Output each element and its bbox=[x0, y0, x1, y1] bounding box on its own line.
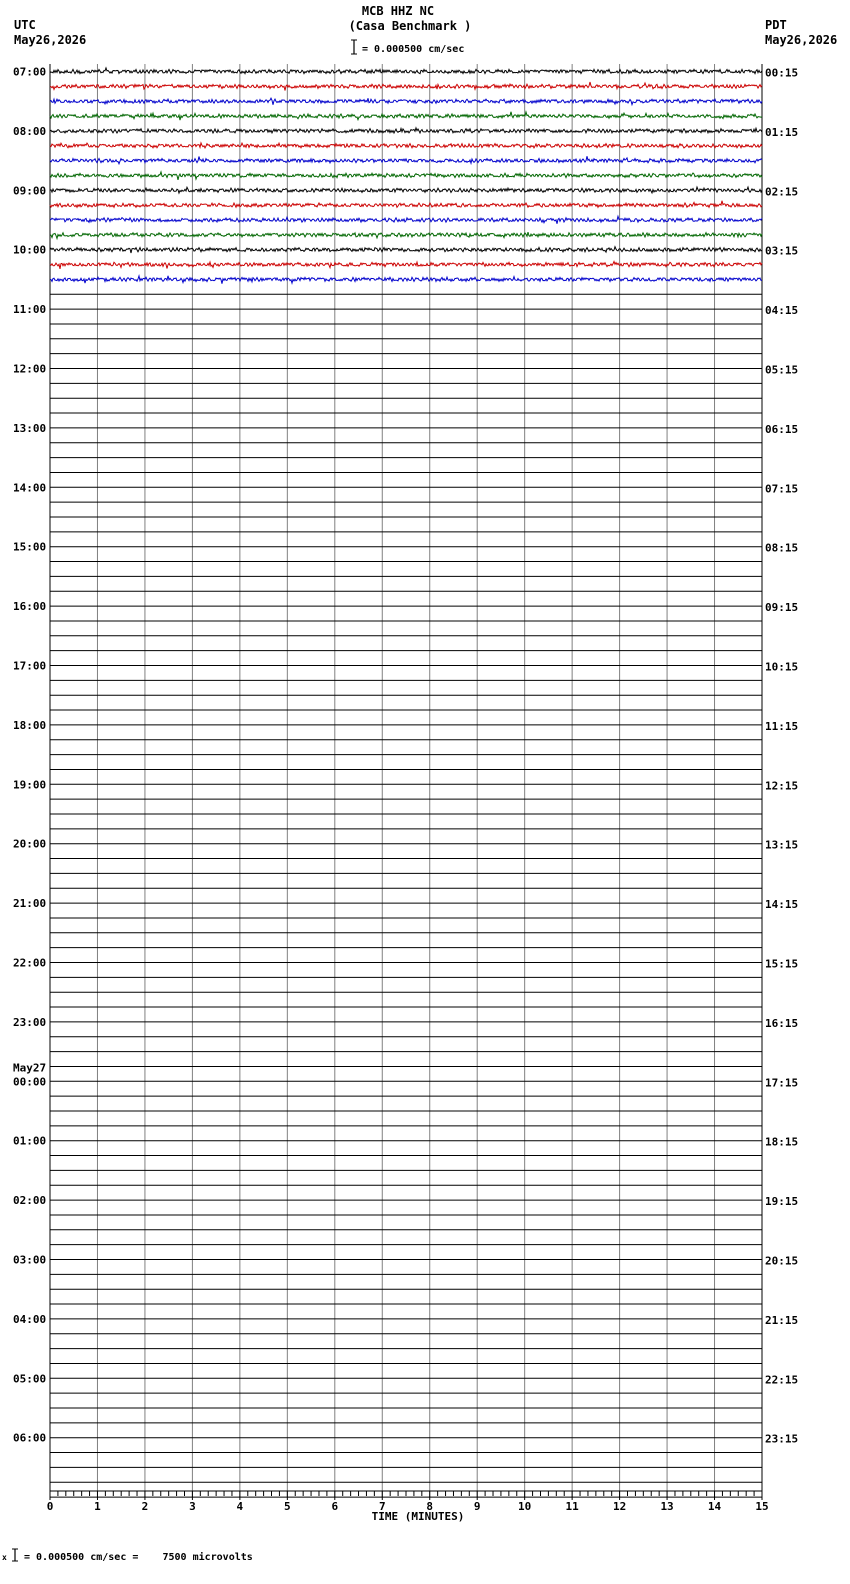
x-tick-label: 4 bbox=[236, 1500, 244, 1513]
pdt-hour-label: 03:15 bbox=[765, 244, 799, 258]
x-tick-label: 1 bbox=[94, 1500, 101, 1513]
x-tick-label: 8 bbox=[426, 1500, 434, 1513]
trace-row bbox=[50, 68, 762, 74]
utc-hour-label: 07:00 bbox=[13, 65, 47, 79]
pdt-hour-label: 15:15 bbox=[765, 957, 799, 971]
station-title: MCB HHZ NC bbox=[361, 4, 435, 18]
pdt-hour-label: 16:15 bbox=[765, 1016, 799, 1030]
x-tick-label: 0 bbox=[46, 1500, 54, 1513]
right-timezone: PDT bbox=[765, 18, 787, 32]
trace-row bbox=[50, 232, 762, 238]
pdt-hour-label: 13:15 bbox=[765, 838, 799, 852]
utc-hour-label: 03:00 bbox=[13, 1253, 47, 1267]
trace-row bbox=[50, 201, 762, 208]
pdt-hour-label: 23:15 bbox=[765, 1432, 799, 1446]
pdt-hour-label: 18:15 bbox=[765, 1135, 799, 1149]
pdt-hour-label: 05:15 bbox=[765, 363, 799, 377]
x-tick-label: 3 bbox=[189, 1500, 196, 1513]
utc-hour-label: 21:00 bbox=[13, 897, 47, 911]
pdt-hour-label: 12:15 bbox=[765, 779, 799, 793]
utc-hour-label: 04:00 bbox=[13, 1312, 47, 1326]
x-axis-label: TIME (MINUTES) bbox=[371, 1510, 465, 1523]
trace-row bbox=[50, 172, 762, 180]
pdt-hour-label: 20:15 bbox=[765, 1254, 799, 1268]
trace-row bbox=[50, 247, 762, 253]
utc-hour-label: 22:00 bbox=[13, 956, 47, 970]
utc-hour-label: 10:00 bbox=[13, 243, 47, 257]
pdt-hour-label: 02:15 bbox=[765, 185, 799, 199]
utc-hour-label: 17:00 bbox=[13, 659, 47, 673]
trace-row bbox=[50, 156, 762, 164]
pdt-hour-label: 14:15 bbox=[765, 898, 799, 912]
utc-hour-label: 05:00 bbox=[13, 1372, 47, 1386]
pdt-hour-label: 01:15 bbox=[765, 125, 799, 139]
utc-hour-label: 14:00 bbox=[13, 481, 47, 495]
trace-row bbox=[50, 128, 762, 133]
pdt-hour-label: 09:15 bbox=[765, 601, 799, 615]
utc-hour-label: 13:00 bbox=[13, 421, 47, 435]
date-change-label: May27 bbox=[13, 1061, 47, 1075]
utc-hour-label: 00:00 bbox=[13, 1075, 47, 1089]
pdt-hour-label: 21:15 bbox=[765, 1313, 799, 1327]
left-timezone: UTC bbox=[14, 18, 36, 32]
utc-hour-label: 23:00 bbox=[13, 1015, 47, 1029]
trace-row bbox=[50, 216, 762, 223]
utc-hour-label: 15:00 bbox=[13, 540, 47, 554]
pdt-hour-label: 19:15 bbox=[765, 1195, 799, 1209]
left-date: May26,2026 bbox=[14, 33, 87, 47]
time-labels bbox=[13, 66, 798, 1446]
utc-hour-label: 18:00 bbox=[13, 718, 47, 732]
pdt-hour-label: 08:15 bbox=[765, 541, 799, 555]
trace-row bbox=[50, 82, 762, 91]
utc-hour-label: 09:00 bbox=[13, 184, 47, 198]
trace-row bbox=[50, 187, 762, 193]
x-tick-label: 6 bbox=[331, 1500, 339, 1513]
pdt-hour-label: 10:15 bbox=[765, 660, 799, 674]
x-tick-label: 10 bbox=[518, 1500, 532, 1513]
x-tick-label: 11 bbox=[565, 1500, 579, 1513]
seismic-traces bbox=[50, 68, 762, 1497]
utc-hour-label: 16:00 bbox=[13, 600, 47, 614]
x-tick-label: 2 bbox=[141, 1500, 149, 1513]
utc-hour-label: 19:00 bbox=[13, 778, 47, 792]
footer-scale-label: = 0.000500 cm/sec = 7500 microvolts bbox=[24, 1552, 253, 1563]
pdt-hour-label: 22:15 bbox=[765, 1373, 799, 1387]
utc-hour-label: 02:00 bbox=[13, 1194, 47, 1208]
utc-hour-label: 12:00 bbox=[13, 362, 47, 376]
x-tick-label: 13 bbox=[660, 1500, 674, 1513]
scale-label: = 0.000500 cm/sec bbox=[362, 44, 465, 55]
x-tick-label: 12 bbox=[612, 1500, 627, 1513]
pdt-hour-label: 04:15 bbox=[765, 304, 799, 318]
trace-row bbox=[50, 276, 762, 284]
station-location: (Casa Benchmark ) bbox=[348, 19, 472, 33]
pdt-hour-label: 17:15 bbox=[765, 1076, 799, 1090]
utc-hour-label: 11:00 bbox=[13, 303, 47, 317]
utc-hour-label: 20:00 bbox=[13, 837, 47, 851]
utc-hour-label: 01:00 bbox=[13, 1134, 47, 1148]
pdt-hour-label: 07:15 bbox=[765, 482, 799, 496]
right-date: May26,2026 bbox=[765, 33, 838, 47]
utc-hour-label: 06:00 bbox=[13, 1431, 47, 1445]
x-tick-label: 7 bbox=[378, 1500, 386, 1513]
pdt-hour-label: 00:15 bbox=[765, 66, 799, 80]
pdt-hour-label: 06:15 bbox=[765, 422, 799, 436]
trace-row bbox=[50, 262, 762, 269]
pdt-hour-label: 11:15 bbox=[765, 719, 799, 733]
x-tick-label: 9 bbox=[473, 1500, 481, 1513]
trace-row bbox=[50, 112, 762, 120]
x-tick-label: 15 bbox=[755, 1500, 769, 1513]
utc-hour-label: 08:00 bbox=[13, 124, 47, 138]
x-tick-label: 5 bbox=[284, 1500, 291, 1513]
trace-row bbox=[50, 143, 762, 148]
footer-prefix: x bbox=[2, 1553, 7, 1562]
trace-row bbox=[50, 98, 762, 105]
x-tick-label: 14 bbox=[707, 1500, 722, 1513]
